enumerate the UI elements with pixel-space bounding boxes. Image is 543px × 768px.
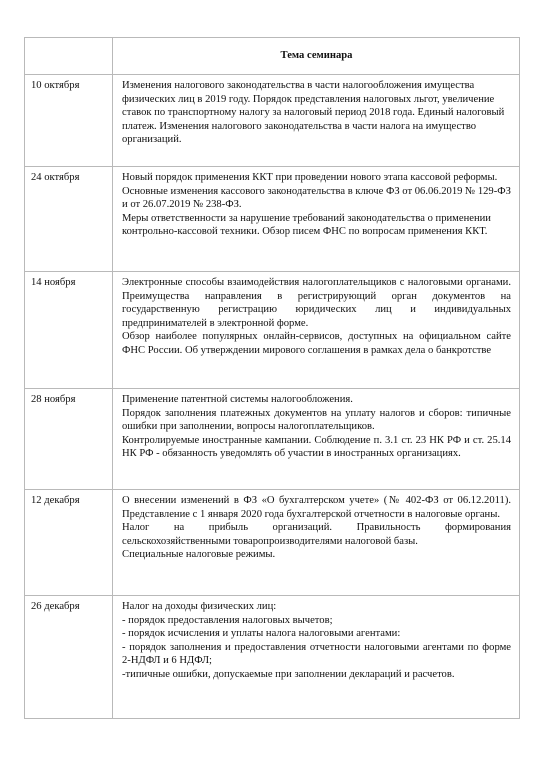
row-date: 12 декабря	[25, 490, 113, 595]
topic-paragraph: Налог на прибыль организаций. Правильность формирования сельскохозяйственными товаропроизводителями налоговой базы.	[122, 522, 511, 547]
table-row	[25, 166, 519, 271]
row-date: 26 декабря	[25, 596, 113, 718]
topic-paragraph: - порядок заполнения и предоставления отчетности налоговыми агентами по форме 2-НДФЛ и 6 НДФЛ;	[122, 641, 511, 667]
topic-paragraph: Новый порядок применения ККТ при проведении нового этапа кассовой реформы. Основные изменения кассового законодательства в ключе ФЗ от 06.06.2019 № 129-ФЗ и от 26.07.2019 № 238-ФЗ.	[122, 172, 511, 211]
row-topic	[113, 75, 519, 166]
header-topic-cell: Тема семинара	[280, 50, 353, 61]
topic-paragraph: Изменения налогового законодательства в части налогообложения имущества физических лиц в 2019 году. Порядок представления налоговых льгот, увеличение ставок по транспортному налогу за налоговый период 2018 года. Единый налоговый платеж. Изменения налогового законодательства в части налога на имущество организаций.	[122, 80, 505, 146]
table-row	[25, 388, 519, 489]
topic-paragraph: Меры ответственности за нарушение требований законодательства о применении контрольно-кассовой техники. Обзор писем ФНС по вопросам применения ККТ.	[122, 212, 491, 238]
row-date: 14 ноября	[25, 272, 113, 388]
row-date: 10 октября	[25, 75, 113, 166]
row-topic	[113, 167, 519, 271]
topic-paragraph: Применение патентной системы налогообложения.	[122, 394, 353, 405]
topic-paragraph: - порядок исчисления и уплаты налога налоговыми агентами:	[122, 628, 401, 640]
table-row	[25, 595, 519, 718]
row-date: 28 ноября	[25, 389, 113, 489]
row-date: 24 октября	[25, 167, 113, 271]
row-topic	[113, 490, 519, 595]
topic-paragraph: Контролируемые иностранные кампании. Соблюдение п. 3.1 ст. 23 НК РФ и ст. 25.14 НК РФ - обязанность уведомлять об участии в иностранных организациях.	[122, 434, 511, 460]
topic-paragraph: Обзор наиболее популярных онлайн-сервисов, доступных на официальном сайте ФНС России. Об утверждении мирового соглашения в рамках дела о банкротстве	[122, 331, 511, 356]
table-row	[25, 74, 519, 166]
topic-paragraph: Специальные налоговые режимы.	[122, 549, 276, 561]
table-row	[25, 271, 519, 388]
seminar-schedule-table	[24, 37, 520, 719]
row-topic	[113, 389, 519, 489]
topic-paragraph: -типичные ошибки, допускаемые при заполнении деклараций и расчетов.	[122, 668, 455, 680]
row-topic	[113, 596, 519, 718]
topic-paragraph: Электронные способы взаимодействия налогоплательщиков с налоговыми органами. Преимущества направления в регистрирующий орган документов на государственную регистрацию юридических лиц и индивидуальных предпринимателей в электронной форме.	[122, 277, 511, 329]
topic-paragraph: Порядок заполнения платежных документов на уплату налогов и сборов: типичные ошибки при заполнении, вопросы налогоплательщиков.	[122, 407, 511, 433]
table-row	[25, 489, 519, 595]
topic-paragraph: Налог на доходы физических лиц:	[122, 601, 277, 612]
table-header-row	[25, 38, 519, 74]
row-topic	[113, 272, 519, 388]
topic-paragraph: О внесении изменений в ФЗ «О бухгалтерском учете» (№ 402-ФЗ от 06.12.2011). Представление с 1 января 2020 года бухгалтерской отчетности в налоговые органы.	[122, 495, 511, 520]
header-date-cell	[25, 38, 113, 74]
topic-paragraph: - порядок предоставления налоговых вычетов;	[122, 614, 333, 626]
